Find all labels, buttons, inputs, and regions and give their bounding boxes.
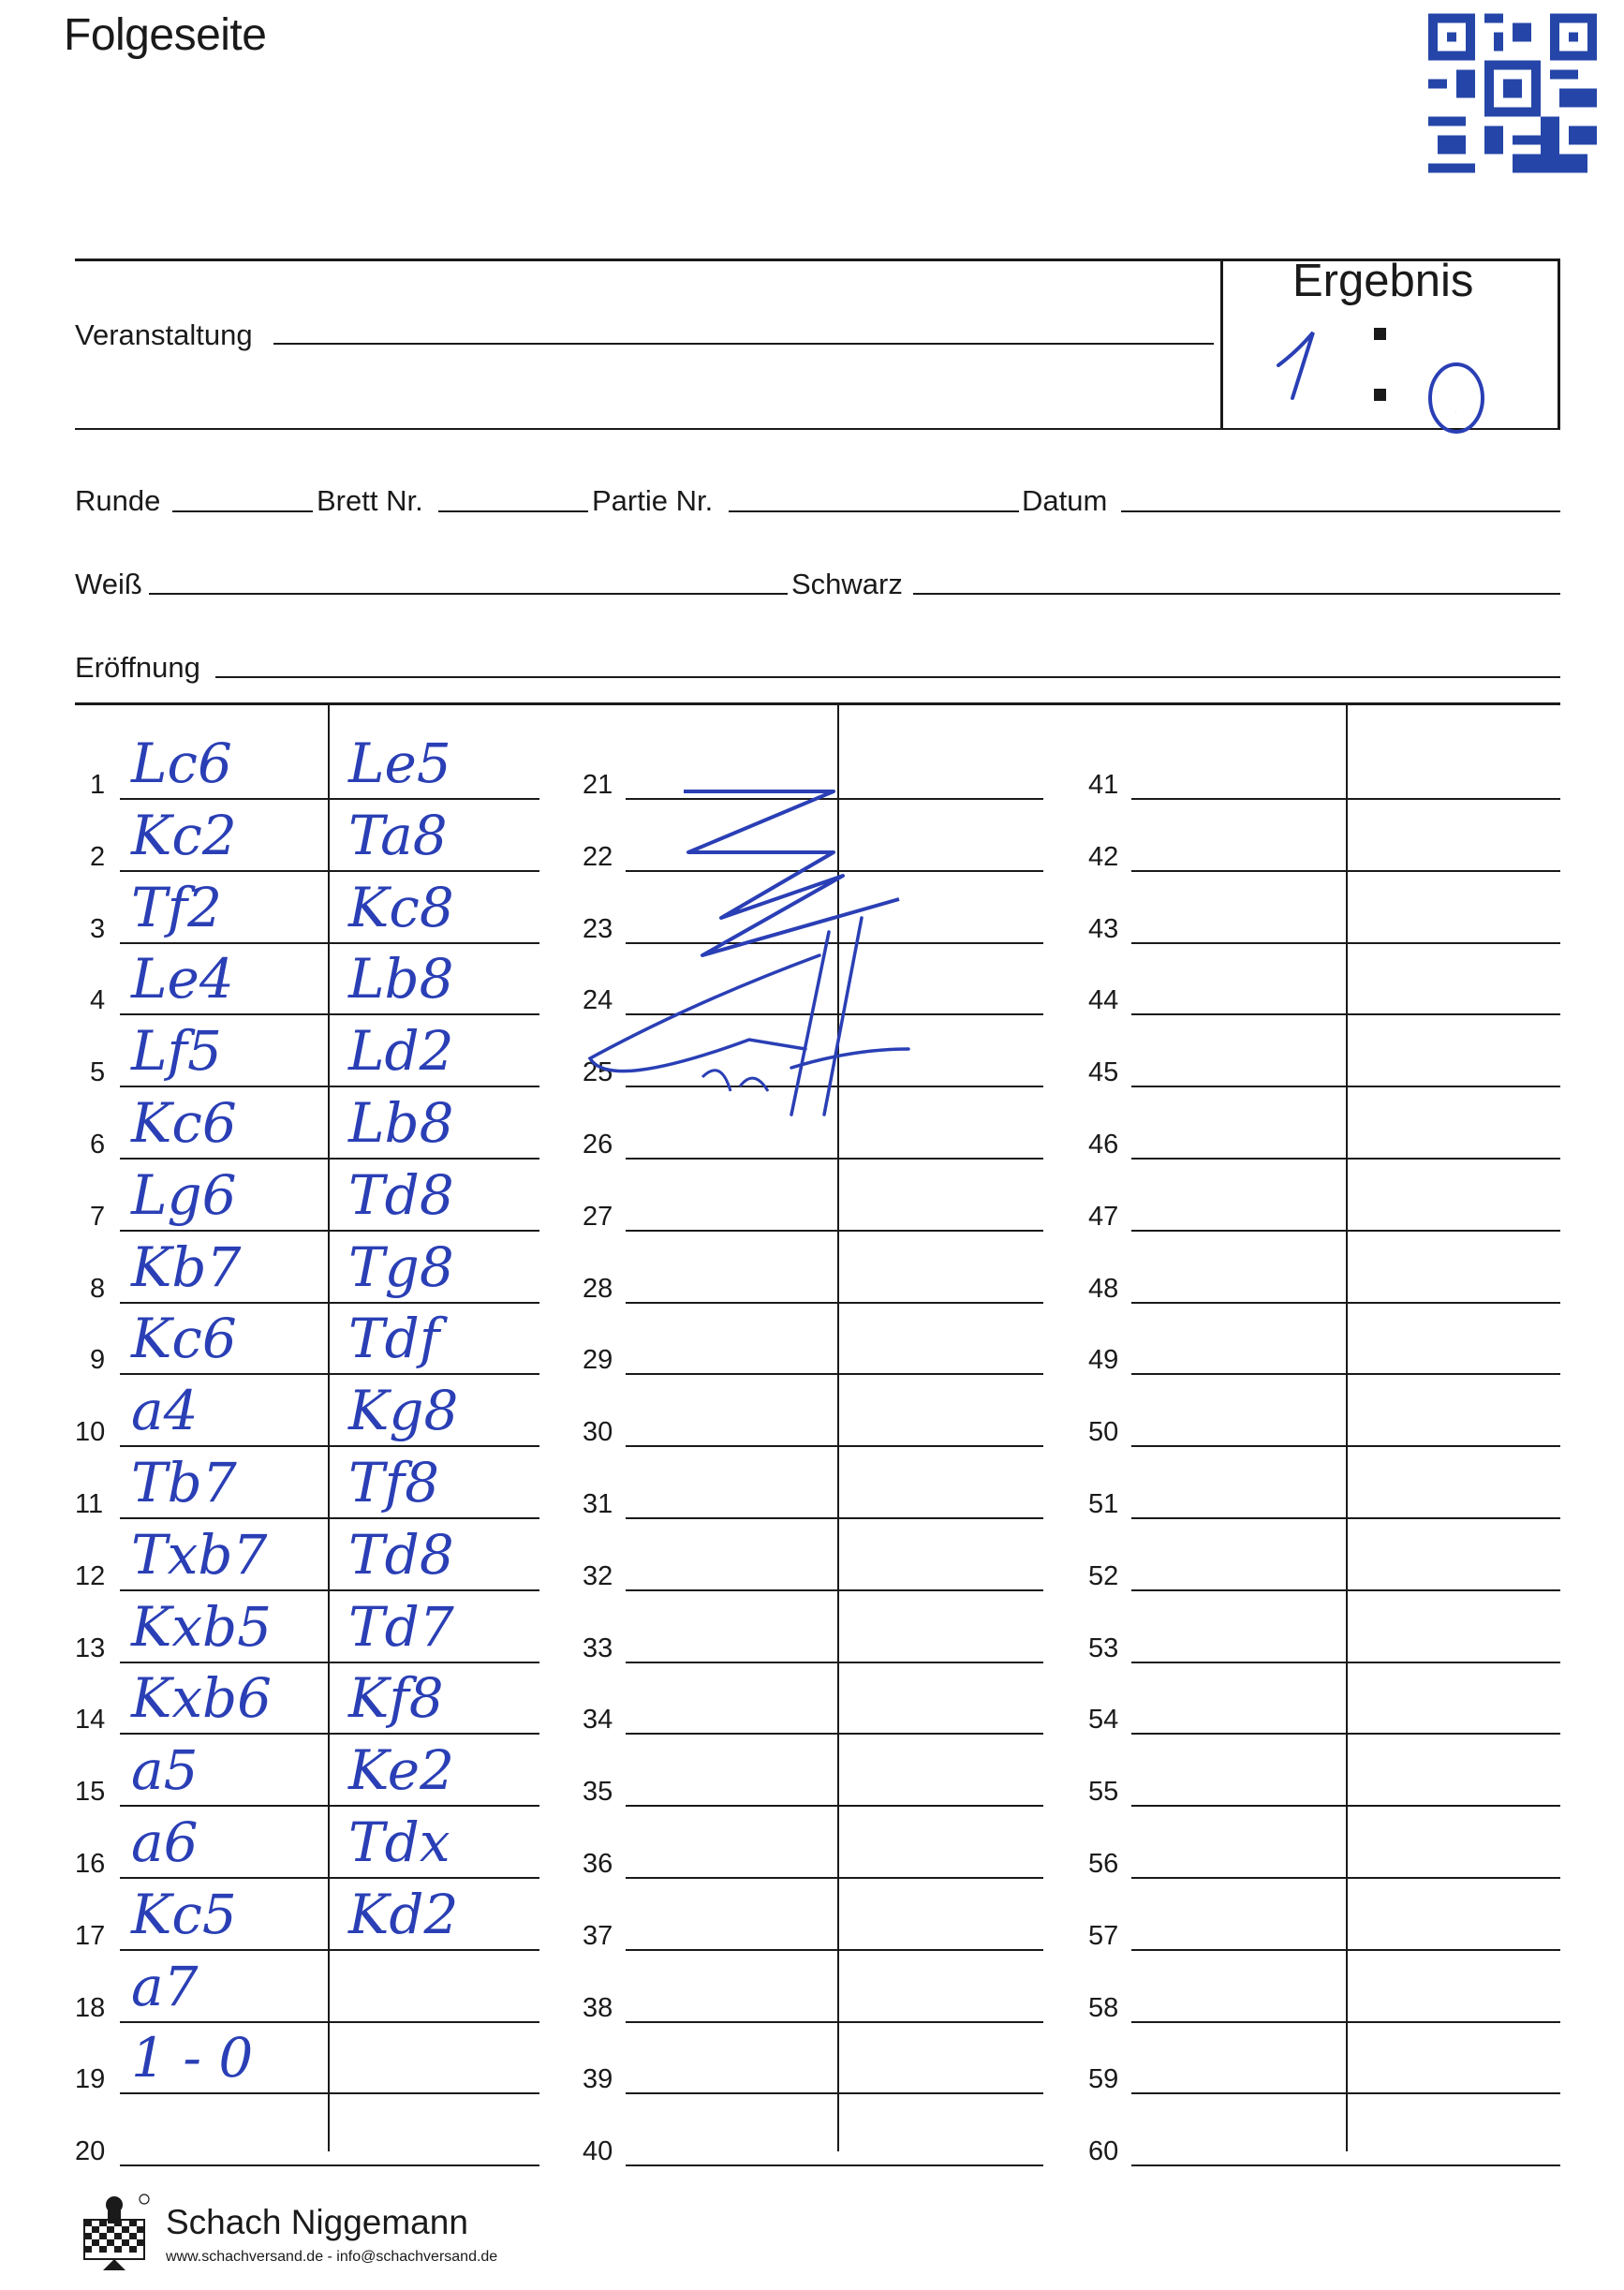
brett-label: Brett Nr. — [317, 484, 423, 517]
runde-field[interactable] — [172, 510, 313, 512]
move-number: 19 — [75, 2064, 106, 2095]
move-number: 33 — [583, 1633, 613, 1663]
move-number: 40 — [583, 2136, 613, 2167]
move-row-line[interactable] — [626, 2164, 1043, 2166]
move-row-line[interactable] — [1131, 2092, 1560, 2094]
white-move: Kxb5 — [131, 1594, 273, 1659]
move-row-line[interactable] — [120, 2092, 539, 2094]
move-row-line[interactable] — [1131, 2021, 1560, 2023]
move-row-line[interactable] — [1131, 1302, 1560, 1304]
brand-name: Schach Niggemann — [166, 2203, 468, 2241]
white-move: Lg6 — [131, 1162, 237, 1227]
move-number: 38 — [583, 1992, 613, 2023]
strike-scribble — [581, 768, 918, 1143]
move-row-line[interactable] — [1131, 1517, 1560, 1519]
move-number: 59 — [1088, 2064, 1119, 2095]
result-handwriting — [1255, 309, 1536, 440]
move-number: 23 — [583, 913, 613, 944]
move-number: 24 — [583, 985, 613, 1016]
white-move: a4 — [131, 1379, 199, 1443]
move-row-line[interactable] — [626, 1302, 1043, 1304]
move-row-line[interactable] — [120, 1158, 539, 1160]
move-number: 30 — [583, 1417, 613, 1448]
move-row-line[interactable] — [120, 942, 539, 944]
move-number: 27 — [583, 1201, 613, 1232]
black-move: Kd2 — [348, 1882, 459, 1946]
move-number: 8 — [90, 1273, 106, 1304]
move-row-line[interactable] — [120, 2021, 539, 2023]
datum-field[interactable] — [1121, 510, 1560, 512]
white-move: a5 — [131, 1738, 199, 1803]
black-move: Tdf — [348, 1307, 440, 1371]
move-number: 21 — [583, 770, 613, 800]
move-row-line[interactable] — [120, 1805, 539, 1807]
move-row-line[interactable] — [626, 1230, 1043, 1232]
move-row-line[interactable] — [120, 1302, 539, 1304]
move-number: 29 — [583, 1345, 613, 1376]
move-row-line[interactable] — [120, 1230, 539, 1232]
white-move: Lf5 — [131, 1019, 222, 1084]
white-move: Kc6 — [131, 1091, 237, 1155]
move-number: 51 — [1088, 1489, 1119, 1519]
move-number: 4 — [90, 985, 106, 1016]
eroeffnung-label: Eröffnung — [75, 651, 200, 684]
veranstaltung-label: Veranstaltung — [75, 318, 253, 351]
eroeffnung-field[interactable] — [215, 676, 1560, 678]
move-number: 2 — [90, 841, 106, 872]
move-row-line[interactable] — [626, 1877, 1043, 1879]
move-row-line[interactable] — [626, 1805, 1043, 1807]
move-number: 56 — [1088, 1849, 1119, 1879]
move-number: 9 — [90, 1345, 106, 1376]
move-number: 18 — [75, 1992, 106, 2023]
black-move: Ke2 — [348, 1738, 454, 1803]
move-number: 31 — [583, 1489, 613, 1519]
move-row-line[interactable] — [120, 1662, 539, 1663]
move-row-line[interactable] — [1131, 2164, 1560, 2166]
col1-separator — [328, 704, 330, 2151]
black-move: Kf8 — [348, 1666, 444, 1731]
runde-label: Runde — [75, 484, 161, 517]
col3-separator — [1346, 704, 1348, 2151]
black-move: Ta8 — [348, 803, 448, 867]
move-row-line[interactable] — [120, 1733, 539, 1735]
result-label: Ergebnis — [1292, 256, 1474, 306]
move-row-line[interactable] — [1131, 1733, 1560, 1735]
white-move: Txb7 — [131, 1522, 268, 1587]
move-row-line[interactable] — [1131, 870, 1560, 872]
move-row-line[interactable] — [1131, 1949, 1560, 1951]
move-number: 43 — [1088, 913, 1119, 944]
move-row-line[interactable] — [1131, 1158, 1560, 1160]
qr-code-icon — [1428, 11, 1597, 175]
move-number: 25 — [583, 1057, 613, 1088]
white-move: Kc2 — [131, 803, 237, 867]
move-number: 15 — [75, 1777, 106, 1808]
white-move: a6 — [131, 1810, 199, 1874]
white-move: Le4 — [131, 947, 234, 1012]
datum-label: Datum — [1022, 484, 1108, 517]
black-move: Td8 — [348, 1162, 454, 1227]
move-number: 52 — [1088, 1560, 1119, 1591]
weiss-label: Weiß — [75, 568, 142, 600]
move-number: 26 — [583, 1130, 613, 1160]
move-row-line[interactable] — [120, 870, 539, 872]
move-row-line[interactable] — [1131, 1662, 1560, 1663]
move-number: 13 — [75, 1633, 106, 1663]
black-move: Tg8 — [348, 1234, 454, 1299]
move-row-line[interactable] — [1131, 1877, 1560, 1879]
white-move: Tf2 — [131, 875, 223, 939]
black-move: Lb8 — [348, 947, 454, 1012]
move-row-line[interactable] — [120, 2164, 539, 2166]
move-number: 53 — [1088, 1633, 1119, 1663]
move-row-line[interactable] — [1131, 798, 1560, 800]
move-number: 3 — [90, 913, 106, 944]
move-row-line[interactable] — [1131, 1805, 1560, 1807]
move-row-line[interactable] — [626, 1373, 1043, 1375]
black-move: Lb8 — [348, 1091, 454, 1155]
move-number: 39 — [583, 2064, 613, 2095]
black-move: Td8 — [348, 1522, 454, 1587]
move-number: 34 — [583, 1705, 613, 1736]
page-title: Folgeseite — [64, 10, 267, 60]
black-move: Tdx — [348, 1810, 450, 1874]
veranstaltung-field[interactable] — [273, 343, 1214, 345]
move-row-line[interactable] — [1131, 1373, 1560, 1375]
move-number: 6 — [90, 1130, 106, 1160]
move-number: 16 — [75, 1849, 106, 1879]
move-number: 36 — [583, 1849, 613, 1879]
move-number: 58 — [1088, 1992, 1119, 2023]
move-number: 45 — [1088, 1057, 1119, 1088]
move-row-line[interactable] — [1131, 1445, 1560, 1447]
black-move: Le5 — [348, 731, 451, 795]
move-number: 12 — [75, 1560, 106, 1591]
white-move: a7 — [131, 1954, 199, 2018]
black-move: Ld2 — [348, 1019, 454, 1084]
move-row-line[interactable] — [120, 1373, 539, 1375]
partie-label: Partie Nr. — [592, 484, 714, 517]
move-row-line[interactable] — [626, 1662, 1043, 1663]
white-move: Kc6 — [131, 1307, 237, 1371]
move-row-line[interactable] — [626, 1158, 1043, 1160]
move-number: 20 — [75, 2136, 106, 2167]
move-number: 10 — [75, 1417, 106, 1448]
black-move: Td7 — [348, 1594, 454, 1659]
white-move: Tb7 — [131, 1451, 237, 1514]
move-row-line[interactable] — [120, 1877, 539, 1879]
move-row-line[interactable] — [120, 1445, 539, 1447]
move-row-line[interactable] — [626, 2092, 1043, 2094]
move-number: 28 — [583, 1273, 613, 1304]
white-move: Kb7 — [131, 1234, 242, 1299]
move-number: 47 — [1088, 1201, 1119, 1232]
result-black-text: 0 — [1455, 414, 1456, 415]
move-number: 7 — [90, 1201, 106, 1232]
black-move: Kc8 — [348, 875, 454, 939]
move-number: 17 — [75, 1920, 106, 1951]
weiss-field[interactable] — [149, 593, 788, 595]
move-row-line[interactable] — [1131, 1589, 1560, 1591]
move-row-line[interactable] — [120, 1013, 539, 1015]
white-move: Kc5 — [131, 1882, 237, 1946]
move-number: 46 — [1088, 1130, 1119, 1160]
move-row-line[interactable] — [120, 1517, 539, 1519]
black-move: Tf8 — [348, 1451, 440, 1514]
move-row-line[interactable] — [1131, 1013, 1560, 1015]
move-row-line[interactable] — [626, 1445, 1043, 1447]
result-white-text: 1 — [1455, 412, 1456, 413]
move-number: 37 — [583, 1920, 613, 1951]
moves-top-rule — [75, 702, 1560, 705]
schwarz-label: Schwarz — [791, 568, 903, 600]
move-number: 54 — [1088, 1705, 1119, 1736]
move-number: 50 — [1088, 1417, 1119, 1448]
black-move: Kg8 — [348, 1379, 459, 1443]
white-move: Lc6 — [131, 731, 232, 795]
move-number: 35 — [583, 1777, 613, 1808]
move-row-line[interactable] — [120, 1589, 539, 1591]
move-number: 32 — [583, 1560, 613, 1591]
white-move: Kxb6 — [131, 1666, 273, 1731]
move-number: 48 — [1088, 1273, 1119, 1304]
move-row-line[interactable] — [1131, 1230, 1560, 1232]
move-row-line[interactable] — [120, 1949, 539, 1951]
move-row-line[interactable] — [626, 1589, 1043, 1591]
move-number: 44 — [1088, 985, 1119, 1016]
move-number: 11 — [75, 1489, 104, 1519]
partie-field[interactable] — [729, 510, 1019, 512]
move-number: 22 — [583, 841, 613, 872]
move-number: 14 — [75, 1705, 106, 1736]
move-row-line[interactable] — [626, 1733, 1043, 1735]
brett-field[interactable] — [438, 510, 588, 512]
move-row-line[interactable] — [626, 1949, 1043, 1951]
move-number: 5 — [90, 1057, 106, 1088]
move-row-line[interactable] — [120, 798, 539, 800]
move-row-line[interactable] — [626, 2021, 1043, 2023]
move-row-line[interactable] — [120, 1086, 539, 1087]
move-number: 41 — [1088, 770, 1119, 800]
move-number: 49 — [1088, 1345, 1119, 1376]
move-row-line[interactable] — [1131, 942, 1560, 944]
move-number: 42 — [1088, 841, 1119, 872]
schwarz-field[interactable] — [913, 593, 1560, 595]
brand-contact: www.schachversand.de - info@schachversand.de — [166, 2249, 498, 2265]
move-number: 57 — [1088, 1920, 1119, 1951]
white-move: 1 - 0 — [131, 2026, 254, 2091]
move-row-line[interactable] — [1131, 1086, 1560, 1087]
chess-piece-logo-icon — [77, 2192, 152, 2271]
move-row-line[interactable] — [626, 1517, 1043, 1519]
move-number: 60 — [1088, 2136, 1119, 2167]
move-number: 1 — [90, 770, 106, 800]
move-number: 55 — [1088, 1777, 1119, 1808]
